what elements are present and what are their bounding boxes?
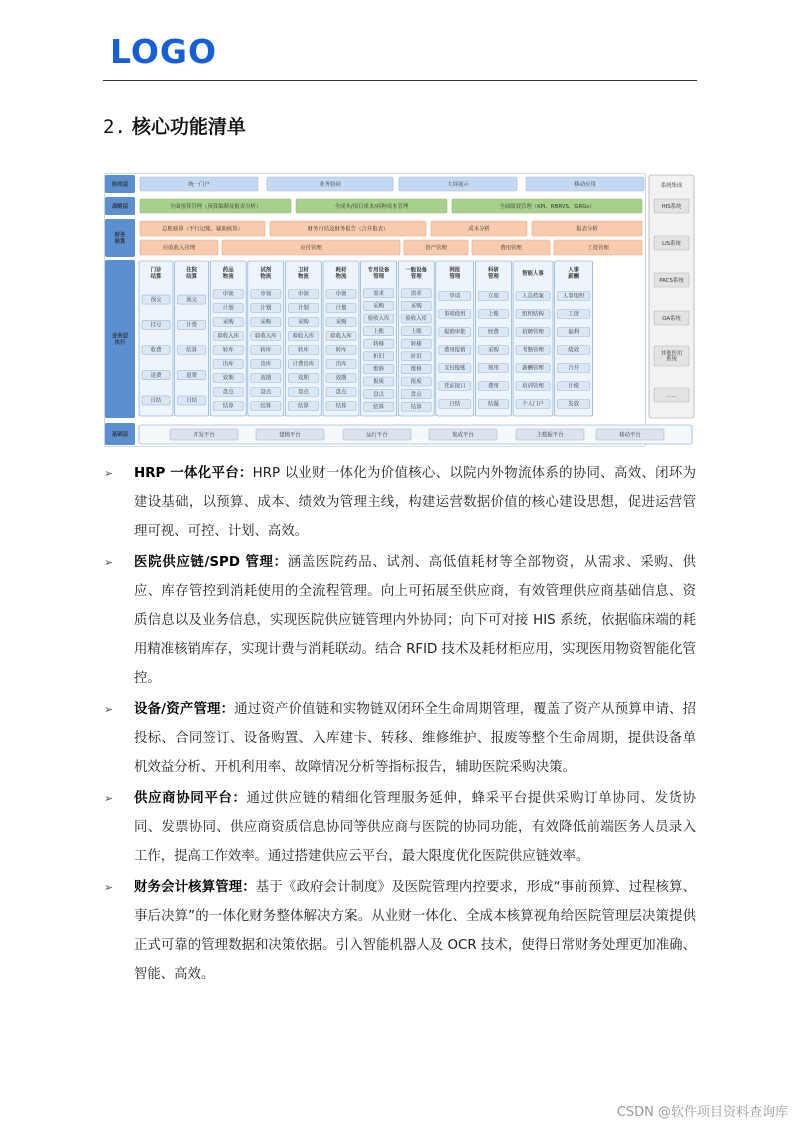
module-item-label: 结算 — [222, 403, 234, 410]
finance-item-label: 报表分析 — [576, 226, 598, 233]
module-item-label: 费用报销 — [444, 347, 466, 354]
arrow-bullet-icon: ➢ — [104, 881, 114, 894]
module-item-label: 日结 — [150, 398, 162, 405]
bullet-text: HRP 以业财一体化为价值核心、以院内外物流体系的协同、高效、闭环为建设基础，以预算、成本、绩效为管理主线，构建运营数据价值的核心建设思想，促进运营管理可视、可控、计划、高效。 — [134, 466, 696, 539]
module-item-label: 需求 — [410, 290, 422, 297]
module-item-label: 预交 — [186, 297, 197, 304]
module-item-label: 验收入库 — [367, 316, 390, 323]
section-number: 2. — [103, 116, 126, 138]
module-item-label: 计费出库 — [292, 361, 315, 368]
module-column — [513, 261, 553, 416]
module-title: 试剂物流 — [260, 267, 272, 281]
module-item-label: 转库 — [335, 347, 347, 354]
module-item-label: 上账 — [488, 311, 499, 318]
module-item-label: 挂号 — [150, 322, 162, 329]
module-item-label: 计划 — [335, 305, 347, 312]
module-title: 住院结算 — [186, 267, 197, 281]
module-item-label: 计划 — [222, 305, 234, 312]
base-item-label: 运行平台 — [366, 432, 388, 439]
architecture-svg — [104, 173, 696, 448]
module-item-label: 福利 — [568, 329, 579, 336]
finance-item-label: 应收收入管理 — [162, 245, 196, 252]
bullet-finance — [104, 873, 696, 989]
bullet-text: 通过供应链的精细化管理服务延伸，蜂采平台提供采购订单协同、发货协同、发票协同、供应商资质信息协同等供应商与医院的协同功能，有效降低前端医务人员录入工作，提高工作效率。通过搭建供应云平台，最大限度优化医院供应链效率。 — [134, 791, 697, 864]
module-item-label: 计费 — [186, 322, 197, 329]
module-item-label: 维修 — [410, 366, 422, 373]
module-item-label: 收费 — [150, 347, 162, 354]
base-item-label: 移动平台 — [619, 432, 641, 439]
arrow-bullet-icon: ➢ — [104, 467, 114, 480]
logo: LOGO — [110, 32, 218, 71]
layer-finance-label: 财务核算 — [114, 232, 126, 246]
module-item-label: 维修 — [373, 366, 384, 373]
module-item-label: 盘点 — [222, 389, 234, 396]
bullet-hrp — [104, 459, 696, 546]
layer-base-label: 基础层 — [111, 431, 129, 438]
module-item-label: 招聘管理 — [522, 329, 544, 336]
module-item-label: 经费 — [488, 329, 499, 336]
bullet-term: 财务会计核算管理： — [134, 880, 256, 895]
base-item-label: 建模平台 — [279, 432, 301, 439]
module-item-label: 结算 — [186, 347, 197, 354]
module-column — [436, 261, 474, 416]
module-item-label: 考勤管理 — [522, 347, 544, 354]
module-item-label: 转库 — [260, 347, 272, 354]
module-title: 药品物流 — [222, 267, 234, 281]
finance-item-label: 财务月结及财务报告（合并报表） — [307, 226, 389, 233]
module-item-label: 采购 — [222, 319, 234, 326]
module-item-label: 上账 — [373, 328, 384, 335]
module-item-label: 申领 — [260, 291, 272, 298]
module-item-label: 个人门户 — [522, 401, 544, 408]
module-item-label: 盘点 — [373, 391, 384, 398]
module-title: 耗材物流 — [335, 267, 347, 281]
bullet-spd — [104, 548, 696, 693]
module-item-label: 薪酬管理 — [522, 365, 544, 372]
module-item-label: 转移 — [410, 341, 422, 348]
module-item-label: 结算 — [298, 403, 309, 410]
module-item-label: 验收入库 — [405, 316, 427, 323]
module-item-label: 立项 — [488, 293, 499, 300]
strategy-item-label: 全成本/项目成本/病种成本管理 — [334, 203, 409, 210]
module-item-label: 折旧 — [373, 353, 384, 360]
module-item-label: 日结 — [449, 401, 461, 408]
layer-strategy-label: 战略层 — [111, 203, 129, 210]
bullet-term: 设备/资产管理： — [134, 702, 235, 717]
finance-item-label: 工资管理 — [587, 245, 609, 252]
module-title: 网报管理 — [449, 267, 461, 281]
bullet-term: 医院供应链/SPD 管理： — [134, 555, 288, 570]
module-item-label: 上账 — [410, 328, 422, 335]
module-item-label: 培训管理 — [522, 383, 544, 390]
bullet-term: HRP 一体化平台： — [134, 466, 253, 481]
coop-item-label: 移动应用 — [574, 181, 596, 188]
module-item-label: 计税 — [568, 383, 579, 390]
module-item-label: 采购 — [335, 319, 347, 326]
module-column — [175, 261, 209, 416]
feature-list — [104, 459, 696, 991]
module-item-label: 转库 — [222, 347, 234, 354]
module-item-label: 报销审批 — [444, 329, 466, 336]
module-item-label: 效期 — [298, 375, 309, 382]
module-column — [555, 261, 593, 416]
module-item-label: 盘点 — [410, 391, 422, 398]
module-item-label: 结算 — [335, 403, 347, 410]
module-item-label: 采购 — [410, 303, 422, 310]
finance-item-label: 总账核算（平行记账、辅助核算） — [162, 226, 243, 233]
strategy-item-label: 全面绩效管理（KPI、RBRVS、GRGs） — [499, 203, 595, 210]
module-title: 专用设备管理 — [367, 267, 390, 281]
module-item-label: 转移 — [373, 341, 384, 348]
module-item-label: 退费 — [186, 372, 197, 379]
finance-item-label: 成本分析 — [468, 226, 490, 233]
finance-item-label: 资产管理 — [425, 245, 447, 252]
module-item-label: 采购 — [298, 319, 309, 326]
strategy-item-label: 全面预算管理（预算编制及报表分析） — [169, 203, 262, 210]
module-item-label: 结算 — [260, 403, 272, 410]
module-column — [475, 261, 511, 416]
module-title: 一般设备管理 — [405, 267, 427, 281]
integration-item-label: 其他医用系统 — [660, 350, 683, 363]
module-item-label: 合并 — [568, 365, 579, 372]
module-item-label: 采购 — [488, 347, 499, 354]
module-item-label: 折旧 — [410, 353, 422, 360]
module-item-label: 费用 — [488, 383, 499, 390]
module-item-label: 凭证接口 — [444, 383, 466, 390]
integration-title: 系统集成 — [660, 183, 683, 190]
module-item-label: 申领 — [298, 291, 309, 298]
base-item-label: 集成平台 — [452, 432, 474, 439]
architecture-diagram — [104, 173, 696, 448]
coop-item-label: 大屏展示 — [447, 181, 469, 188]
module-item-label: 需求 — [373, 290, 384, 297]
module-item-label: 采购 — [260, 319, 272, 326]
module-item-label: 结题 — [488, 401, 499, 408]
bullet-supplier — [104, 784, 696, 871]
bullet-text: 基于《政府会计制度》及医院管理内控要求，形成“事前预算、过程核算、事后决算”的一体化财务整体解决方案。从业财一体化、全成本核算视角给医院管理层决策提供正式可靠的管理数据和决策依据。引入智能机器人及 OCR 技术，使得日常财务处理更加准确、智能、高效。 — [134, 880, 696, 982]
module-item-label: 发放 — [568, 401, 579, 408]
bullet-text: 通过资产价值链和实物链双闭环全生命周期管理，覆盖了资产从预算申请、招投标、合同签订、设备购置、入库建卡、转移、维修维护、报废等整个生命周期，提供设备单机效益分析、开机利用率、故障情况分析等指标报告，辅助医院采购决策。 — [134, 702, 697, 775]
arrow-bullet-icon: ➢ — [104, 703, 114, 716]
layer-coop-label: 协同层 — [111, 181, 129, 188]
coop-item-label: 统一门户 — [188, 181, 210, 188]
base-item-label: 主数据平台 — [536, 432, 564, 439]
module-item-label: 验收入库 — [292, 333, 315, 340]
section-title: 核心功能清单 — [131, 116, 246, 138]
module-item-label: 效期 — [260, 375, 272, 382]
module-item-label: 效期 — [222, 375, 234, 382]
module-item-label: 计划 — [260, 305, 272, 312]
module-item-label: 组织结构 — [522, 311, 544, 318]
module-item-label: 事项使用 — [444, 311, 466, 318]
module-item-label: 预交 — [150, 297, 162, 304]
module-item-label: 验收入库 — [330, 333, 352, 340]
module-item-label: 盘点 — [298, 389, 309, 396]
finance-item-label: 应付管理 — [300, 245, 322, 252]
module-item-label: 领用 — [488, 365, 499, 372]
module-title: 卫材物流 — [298, 267, 309, 281]
module-column — [139, 261, 173, 416]
module-item-label: 验收入库 — [255, 333, 277, 340]
module-item-label: 申请 — [449, 293, 461, 300]
module-item-label: 支付报账 — [444, 365, 466, 372]
module-item-label: 退费 — [150, 372, 162, 379]
module-item-label: 盘点 — [335, 389, 347, 396]
module-item-label: 计划 — [298, 305, 309, 312]
bullet-text: 涵盖医院药品、试剂、高低值耗材等全部物资，从需求、采购、供应、库存管控到消耗使用的全流程管理。向上可拓展至供应商，有效管理供应商基础信息、资质信息以及业务信息，实现医院供应链管理内外协同；向下可对接 HIS 系统，依据临床端的耗用精准核销库存，实现计费与消耗联动。结合 RFID 技术及耗材柜应用，实现医用物资智能化管控。 — [134, 555, 697, 686]
arrow-bullet-icon: ➢ — [104, 792, 114, 805]
module-item-label: 盘点 — [260, 389, 272, 396]
integration-item-label: LIS系统 — [662, 240, 681, 247]
watermark: CSDN @软件项目资料查询库 — [616, 1105, 788, 1120]
module-item-label: 绩效 — [568, 347, 579, 354]
integration-item-label: OA系统 — [662, 315, 681, 322]
module-item-label: 出库 — [222, 361, 234, 368]
module-title: 人事薪酬 — [568, 267, 579, 281]
integration-item-label: HIS系统 — [661, 203, 682, 210]
section-heading — [103, 114, 246, 140]
module-item-label: 出库 — [260, 361, 272, 368]
module-item-label: 报废 — [373, 379, 384, 386]
module-item-label: 结算 — [410, 404, 422, 411]
layer-business-label: 业务层执行 — [111, 333, 129, 347]
integration-item-label: PACS系统 — [659, 277, 684, 284]
coop-item-label: 业务协同 — [319, 181, 341, 188]
module-item-label: 人事组织 — [562, 293, 585, 300]
module-title: 科研管理 — [488, 267, 499, 281]
module-item-label: 采购 — [373, 303, 384, 310]
base-item-label: 开发平台 — [193, 432, 215, 439]
bullet-asset — [104, 695, 696, 782]
module-item-label: 报废 — [410, 379, 422, 386]
integration-item-label: …… — [666, 392, 677, 399]
finance-item-label: 费用管理 — [500, 245, 522, 252]
module-item-label: 申领 — [335, 291, 347, 298]
module-item-label: 效期 — [335, 375, 347, 382]
header-divider — [103, 80, 697, 81]
module-item-label: 验收入库 — [217, 333, 239, 340]
module-item-label: 申领 — [222, 291, 234, 298]
module-item-label: 人员档案 — [522, 293, 544, 300]
module-item-label: 结算 — [373, 404, 384, 411]
module-item-label: 转库 — [298, 347, 309, 354]
module-item-label: 出库 — [335, 361, 347, 368]
bullet-term: 供应商协同平台： — [134, 791, 247, 806]
arrow-bullet-icon: ➢ — [104, 556, 114, 569]
module-title: 智能人事 — [522, 270, 544, 277]
module-title: 门诊结算 — [150, 267, 162, 281]
module-item-label: 工资 — [568, 311, 579, 318]
module-item-label: 日结 — [186, 398, 197, 405]
